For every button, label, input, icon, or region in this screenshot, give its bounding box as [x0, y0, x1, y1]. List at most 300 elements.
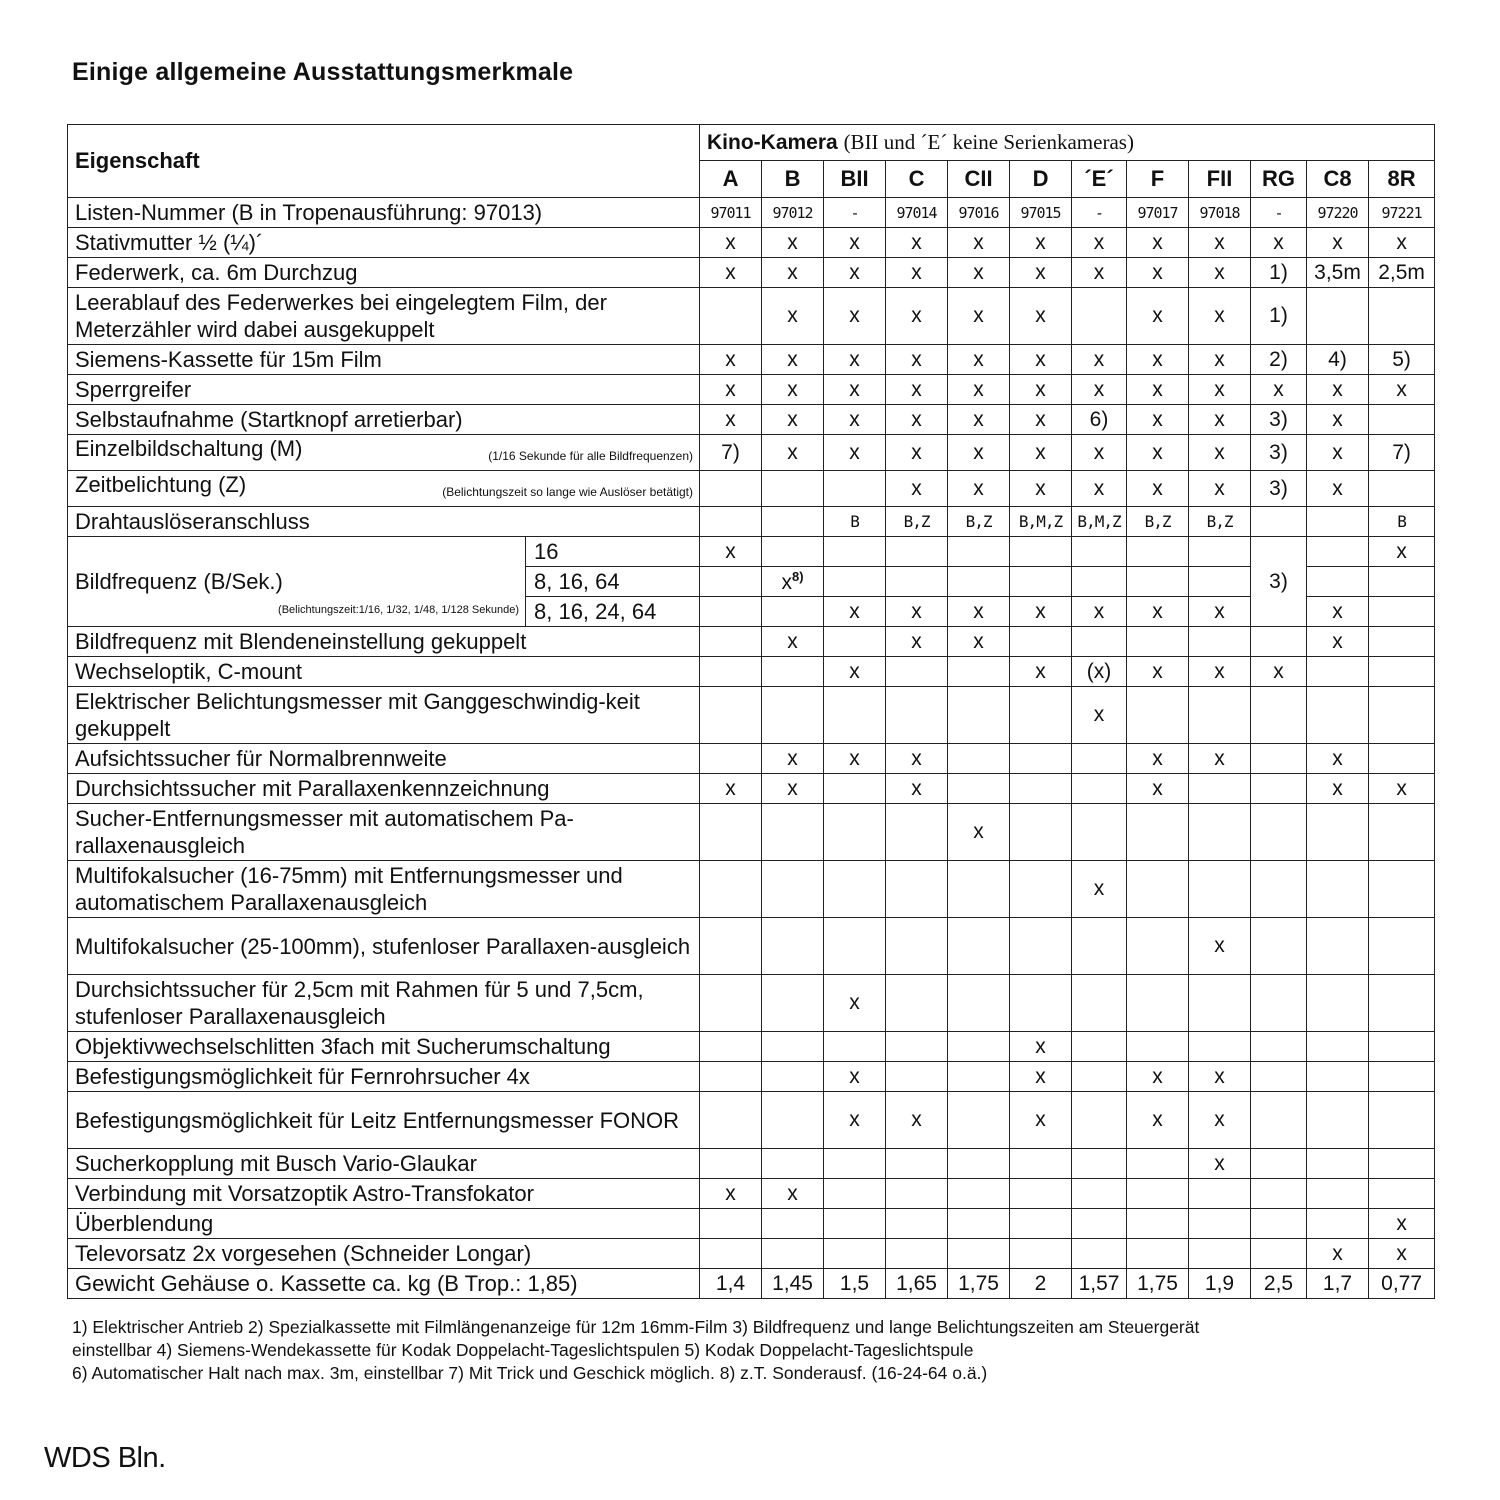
row-label: Sucher-Entfernungsmesser mit automatischem Pa-rallaxenausgleich — [75, 806, 574, 858]
row-label: Drahtauslöseranschluss — [75, 509, 310, 534]
table-cell — [1307, 1092, 1369, 1149]
table-cell — [1369, 1062, 1435, 1092]
table-cell — [1010, 1209, 1072, 1239]
table-cell: x — [1251, 228, 1307, 258]
table-cell — [700, 1092, 762, 1149]
table-cell — [1010, 861, 1072, 918]
table-cell: x — [948, 435, 1010, 471]
table-cell — [762, 861, 824, 918]
table-cell — [1072, 804, 1127, 861]
table-cell — [1010, 1149, 1072, 1179]
table-cell: x — [762, 345, 824, 375]
table-cell: B,M,Z — [1072, 507, 1127, 537]
table-cell — [1369, 861, 1435, 918]
table-row — [68, 918, 1435, 975]
table-row — [68, 744, 1435, 774]
table-cell: x — [1251, 375, 1307, 405]
row-label-cell — [68, 1032, 700, 1062]
table-cell — [1369, 975, 1435, 1032]
row-label-cell — [68, 507, 700, 537]
table-cell — [1072, 1239, 1127, 1269]
table-cell: x — [1189, 435, 1251, 471]
table-cell: 97015 — [1010, 198, 1072, 228]
table-cell: x — [1189, 288, 1251, 345]
row-label-cell — [68, 345, 700, 375]
table-cell — [1127, 1149, 1189, 1179]
row-label-cell — [68, 1092, 700, 1149]
table-cell — [1369, 471, 1435, 507]
table-cell — [1189, 537, 1251, 567]
row-label-cell — [68, 1269, 700, 1299]
table-cell — [1369, 804, 1435, 861]
table-cell — [1010, 537, 1072, 567]
table-cell — [948, 567, 1010, 597]
table-cell: 97221 — [1369, 198, 1435, 228]
table-cell: x — [1127, 375, 1189, 405]
column-header: RG — [1251, 161, 1307, 198]
table-cell — [1189, 804, 1251, 861]
table-cell: x — [886, 435, 948, 471]
table-cell: B,Z — [886, 507, 948, 537]
table-cell — [1251, 627, 1307, 657]
table-cell — [1127, 975, 1189, 1032]
table-cell: 0,77 — [1369, 1269, 1435, 1299]
table-cell — [1251, 1149, 1307, 1179]
table-row — [68, 1269, 1435, 1299]
table-cell: x — [948, 804, 1010, 861]
table-cell: x — [700, 258, 762, 288]
table-cell: 1,45 — [762, 1269, 824, 1299]
table-cell — [1127, 918, 1189, 975]
table-cell — [762, 1062, 824, 1092]
row-label-cell — [68, 657, 700, 687]
table-cell: x — [1010, 657, 1072, 687]
footnote-marker: 8) — [791, 568, 804, 584]
table-cell: 2,5 — [1251, 1269, 1307, 1299]
table-cell: x — [1127, 345, 1189, 375]
column-header: CII — [948, 161, 1010, 198]
table-cell — [700, 597, 762, 627]
table-cell: x — [824, 1062, 886, 1092]
table-row — [68, 804, 1435, 861]
table-cell: x — [1010, 1092, 1072, 1149]
table-cell — [824, 918, 886, 975]
table-row — [68, 657, 1435, 687]
table-cell — [948, 744, 1010, 774]
table-row — [68, 435, 1435, 471]
table-cell — [1307, 1149, 1369, 1179]
table-cell — [886, 918, 948, 975]
table-cell — [1307, 687, 1369, 744]
table-cell: x — [948, 627, 1010, 657]
table-cell: 1) — [1251, 258, 1307, 288]
table-row — [68, 405, 1435, 435]
table-cell: x — [886, 597, 948, 627]
table-cell: x — [1127, 288, 1189, 345]
table-cell — [1369, 918, 1435, 975]
table-cell: x — [1072, 597, 1127, 627]
row-label-cell — [68, 861, 700, 918]
bildfrequenz-note: (Belichtungszeit:1/16, 1/32, 1/48, 1/128 Sekunde) — [278, 604, 519, 616]
table-cell — [700, 657, 762, 687]
table-cell: x — [1369, 1239, 1435, 1269]
table-cell — [762, 657, 824, 687]
table-cell — [1307, 1032, 1369, 1062]
table-cell — [886, 1149, 948, 1179]
table-cell — [824, 537, 886, 567]
table-cell — [886, 657, 948, 687]
table-cell: x — [1127, 1092, 1189, 1149]
table-cell — [1251, 687, 1307, 744]
table-cell: x — [1127, 1062, 1189, 1092]
table-row — [68, 1032, 1435, 1062]
table-cell: x — [700, 375, 762, 405]
table-cell — [1307, 1209, 1369, 1239]
table-cell — [1127, 567, 1189, 597]
row-label: Sperrgreifer — [75, 377, 192, 402]
row-label-cell — [68, 804, 700, 861]
column-header: A — [700, 161, 762, 198]
table-cell — [1010, 918, 1072, 975]
row-label: Wechseloptik, C-mount — [75, 659, 303, 684]
footnote-line: einstellbar 4) Siemens-Wendekassette für Kodak Doppelacht-Tageslichtspulen 5) Kodak Doppelacht-Tageslichtspule — [72, 1340, 974, 1360]
table-cell — [948, 657, 1010, 687]
table-cell: x — [762, 627, 824, 657]
feature-table — [67, 124, 1435, 1299]
bildfrequenz-sub-label: 16 — [526, 537, 700, 567]
table-cell — [700, 804, 762, 861]
table-row — [68, 1092, 1435, 1149]
table-row — [68, 975, 1435, 1032]
table-cell — [1307, 918, 1369, 975]
table-cell: x — [886, 228, 948, 258]
table-cell — [762, 537, 824, 567]
table-cell — [1010, 975, 1072, 1032]
table-cell — [824, 1032, 886, 1062]
table-body-part2 — [68, 627, 1435, 1299]
row-label-cell — [68, 471, 700, 507]
table-cell: x — [1189, 744, 1251, 774]
table-cell — [700, 687, 762, 744]
table-cell: (x) — [1072, 657, 1127, 687]
table-row — [68, 627, 1435, 657]
row-label: Siemens-Kassette für 15m Film — [75, 347, 382, 372]
table-cell — [1369, 687, 1435, 744]
table-cell — [1189, 975, 1251, 1032]
eigenschaft-header: Eigenschaft — [68, 125, 700, 198]
table-cell — [1369, 597, 1435, 627]
table-cell: x — [1369, 774, 1435, 804]
table-cell: x — [1127, 657, 1189, 687]
table-cell: x — [762, 744, 824, 774]
table-cell: x — [1307, 405, 1369, 435]
table-cell: x — [700, 228, 762, 258]
table-cell — [824, 774, 886, 804]
table-cell: x — [1307, 435, 1369, 471]
table-cell — [1072, 918, 1127, 975]
table-cell — [700, 1239, 762, 1269]
table-cell — [886, 1032, 948, 1062]
table-cell: x — [1010, 1062, 1072, 1092]
table-cell: x — [948, 288, 1010, 345]
table-row — [68, 1149, 1435, 1179]
table-cell: x — [1127, 228, 1189, 258]
row-label-cell — [68, 405, 700, 435]
table-cell: x — [762, 258, 824, 288]
table-cell — [886, 975, 948, 1032]
table-cell: x — [1189, 918, 1251, 975]
row-label: Federwerk, ca. 6m Durchzug — [75, 260, 358, 285]
table-cell: 1,4 — [700, 1269, 762, 1299]
table-cell: x — [1251, 657, 1307, 687]
table-cell: x — [1010, 405, 1072, 435]
row-label: Durchsichtssucher für 2,5cm mit Rahmen für 5 und 7,5cm, stufenloser Parallaxenausgleich — [75, 977, 644, 1029]
row-label-cell — [68, 1209, 700, 1239]
table-cell — [700, 1209, 762, 1239]
table-cell — [1369, 657, 1435, 687]
table-cell — [762, 1032, 824, 1062]
row-label-cell — [68, 435, 700, 471]
table-cell: 3) — [1251, 405, 1307, 435]
row-label: Selbstaufnahme (Startknopf arretierbar) — [75, 407, 463, 432]
table-cell — [1251, 1032, 1307, 1062]
table-cell: x — [824, 405, 886, 435]
table-cell — [1307, 657, 1369, 687]
table-cell — [824, 861, 886, 918]
table-row — [68, 1209, 1435, 1239]
table-cell — [886, 687, 948, 744]
table-cell — [1369, 1149, 1435, 1179]
table-row — [68, 471, 1435, 507]
row-label-cell — [68, 1062, 700, 1092]
table-cell: 97014 — [886, 198, 948, 228]
table-cell: x — [1072, 258, 1127, 288]
table-cell: x — [948, 258, 1010, 288]
row-label-cell — [68, 228, 700, 258]
row-label: Verbindung mit Vorsatzoptik Astro-Transfokator — [75, 1181, 534, 1206]
row-label: Multifokalsucher (25-100mm), stufenloser Parallaxen-ausgleich — [75, 933, 691, 959]
footnotes — [72, 1316, 1432, 1385]
table-cell: x — [1189, 471, 1251, 507]
table-cell-value: x — [781, 570, 792, 594]
table-cell — [886, 1239, 948, 1269]
table-cell: x — [700, 345, 762, 375]
table-cell: x — [948, 228, 1010, 258]
table-cell: x — [762, 288, 824, 345]
row-label: Listen-Nummer (B in Tropenausführung: 97013) — [75, 200, 543, 225]
table-cell: x — [824, 597, 886, 627]
row-label-cell — [68, 975, 700, 1032]
table-cell — [886, 1062, 948, 1092]
row-label-cell — [68, 744, 700, 774]
table-cell — [1072, 288, 1127, 345]
table-cell — [762, 597, 824, 627]
table-cell: 1,5 — [824, 1269, 886, 1299]
table-cell: 2) — [1251, 345, 1307, 375]
table-cell — [1369, 1179, 1435, 1209]
table-cell: 1,9 — [1189, 1269, 1251, 1299]
table-cell: x — [1072, 345, 1127, 375]
row-note: (Belichtungszeit so lange wie Auslöser betätigt) — [442, 485, 694, 499]
table-cell — [762, 567, 824, 597]
row-label-cell — [68, 1179, 700, 1209]
table-cell: x — [1307, 471, 1369, 507]
table-cell — [1189, 1032, 1251, 1062]
table-cell: x — [824, 435, 886, 471]
table-cell — [700, 918, 762, 975]
table-cell: 1,7 — [1307, 1269, 1369, 1299]
row-label: Einzelbildschaltung (M) — [75, 436, 303, 461]
table-cell — [1251, 774, 1307, 804]
table-cell — [1127, 1209, 1189, 1239]
table-row — [68, 228, 1435, 258]
row-label-cell — [68, 198, 700, 228]
table-cell — [1251, 1179, 1307, 1209]
table-cell — [948, 537, 1010, 567]
table-cell: x — [1072, 861, 1127, 918]
row-label-cell — [68, 1239, 700, 1269]
table-cell: x — [762, 405, 824, 435]
row-label: Überblendung — [75, 1211, 214, 1236]
column-header: D — [1010, 161, 1072, 198]
table-header — [68, 125, 1435, 198]
table-cell: x — [824, 228, 886, 258]
table-cell — [762, 687, 824, 744]
table-cell: x — [1369, 537, 1435, 567]
row-label-cell — [68, 627, 700, 657]
row-label: Stativmutter ½ (¼)´ — [75, 230, 264, 255]
table-cell: x — [1010, 288, 1072, 345]
table-row — [68, 1062, 1435, 1092]
table-cell: x — [1127, 597, 1189, 627]
table-cell — [1072, 627, 1127, 657]
table-cell: x — [824, 258, 886, 288]
table-cell: 97012 — [762, 198, 824, 228]
table-cell: - — [1072, 198, 1127, 228]
table-cell: x — [1307, 744, 1369, 774]
table-cell — [1189, 567, 1251, 597]
table-cell — [762, 804, 824, 861]
table-cell — [1072, 1032, 1127, 1062]
table-cell: B — [824, 507, 886, 537]
table-cell: 7) — [1369, 435, 1435, 471]
table-row — [68, 861, 1435, 918]
row-label: Televorsatz 2x vorgesehen (Schneider Longar) — [75, 1241, 532, 1266]
table-cell: x — [1127, 744, 1189, 774]
table-cell — [700, 507, 762, 537]
table-cell — [1307, 1062, 1369, 1092]
table-cell: x — [1127, 774, 1189, 804]
table-cell — [948, 687, 1010, 744]
table-cell — [1189, 1239, 1251, 1269]
table-cell: x — [700, 537, 762, 567]
table-cell — [1072, 744, 1127, 774]
table-cell: 3,5m — [1307, 258, 1369, 288]
table-cell — [700, 1062, 762, 1092]
table-cell: 7) — [700, 435, 762, 471]
table-cell: x — [1072, 228, 1127, 258]
table-cell — [824, 1209, 886, 1239]
table-cell — [1251, 918, 1307, 975]
table-cell: 97017 — [1127, 198, 1189, 228]
table-cell: x — [886, 375, 948, 405]
table-cell — [1010, 567, 1072, 597]
table-cell: 5) — [1369, 345, 1435, 375]
table-cell: x — [1127, 258, 1189, 288]
table-cell: 3) — [1251, 471, 1307, 507]
table-cell: x — [1307, 627, 1369, 657]
table-cell — [1189, 1179, 1251, 1209]
table-cell — [1189, 774, 1251, 804]
table-cell — [886, 804, 948, 861]
table-cell — [1072, 1209, 1127, 1239]
table-cell — [1369, 1092, 1435, 1149]
bildfrequenz-sub-label: 8, 16, 64 — [526, 567, 700, 597]
table-cell: x — [1072, 687, 1127, 744]
table-cell: x — [1010, 375, 1072, 405]
table-cell: x — [948, 345, 1010, 375]
table-cell: x — [1010, 345, 1072, 375]
row-label: Multifokalsucher (16-75mm) mit Entfernungsmesser und automatischem Parallaxenausgleich — [75, 863, 623, 915]
table-row — [68, 198, 1435, 228]
column-header: F — [1127, 161, 1189, 198]
table-cell — [886, 1209, 948, 1239]
table-cell: x — [886, 744, 948, 774]
row-label: Befestigungsmöglichkeit für Leitz Entfernungsmesser FONOR — [75, 1107, 680, 1133]
row-label-cell — [68, 375, 700, 405]
bildfrequenz-group — [68, 537, 1435, 627]
column-header: FII — [1189, 161, 1251, 198]
table-cell — [1251, 1239, 1307, 1269]
table-row — [68, 774, 1435, 804]
table-cell: 2,5m — [1369, 258, 1435, 288]
table-cell — [1127, 687, 1189, 744]
table-cell: x — [1369, 228, 1435, 258]
table-cell — [1127, 537, 1189, 567]
table-cell: 3) — [1251, 537, 1307, 627]
table-cell: x — [886, 258, 948, 288]
table-cell: x — [886, 345, 948, 375]
table-cell: 3) — [1251, 435, 1307, 471]
table-cell: x — [1307, 597, 1369, 627]
table-row — [68, 537, 1435, 567]
table-cell — [1010, 804, 1072, 861]
table-cell — [948, 975, 1010, 1032]
table-cell — [1251, 1062, 1307, 1092]
table-cell — [1251, 744, 1307, 774]
table-cell — [1072, 1179, 1127, 1209]
table-cell — [824, 1179, 886, 1209]
table-cell: x — [1010, 258, 1072, 288]
table-cell — [1251, 1209, 1307, 1239]
table-cell — [762, 1092, 824, 1149]
table-row — [68, 288, 1435, 345]
table-cell — [1127, 1179, 1189, 1209]
table-cell — [1307, 537, 1369, 567]
table-cell — [1369, 1032, 1435, 1062]
row-label: Durchsichtssucher mit Parallaxenkennzeichnung — [75, 776, 550, 801]
table-cell — [700, 861, 762, 918]
table-cell: x — [1010, 1032, 1072, 1062]
table-cell: x — [1189, 345, 1251, 375]
table-cell — [1010, 1179, 1072, 1209]
table-cell — [1369, 405, 1435, 435]
table-cell — [948, 1209, 1010, 1239]
table-row — [68, 507, 1435, 537]
table-cell — [1307, 804, 1369, 861]
table-cell — [948, 774, 1010, 804]
table-cell: 1,75 — [948, 1269, 1010, 1299]
